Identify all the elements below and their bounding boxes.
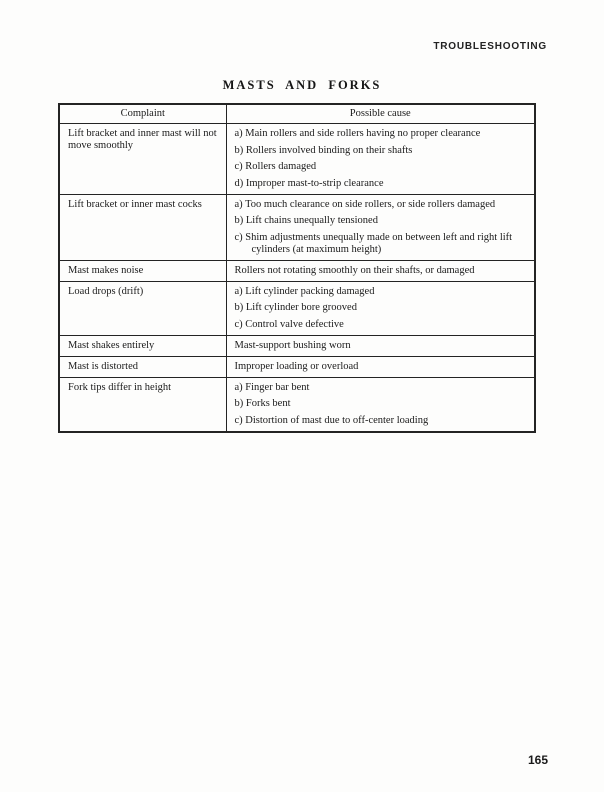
page-number: 165 — [527, 753, 548, 767]
troubleshooting-table — [58, 103, 536, 433]
cause-item: c) Distortion of mast due to off-center loading — [234, 414, 429, 426]
complaint-cell: Lift bracket or inner mast cocks — [59, 194, 226, 260]
table-row — [59, 194, 535, 260]
table-header-row — [59, 104, 535, 124]
complaint-cell: Mast is distorted — [59, 356, 226, 377]
causes-cell — [226, 335, 535, 356]
cause-item: a) Lift cylinder packing damaged — [234, 285, 375, 297]
table-row — [59, 124, 535, 195]
causes-cell — [226, 356, 535, 377]
cause-item: b) Lift cylinder bore grooved — [234, 302, 357, 313]
cause-item: a) Main rollers and side rollers having no proper clearance — [234, 128, 481, 139]
cause-item: a) Finger bar bent — [234, 381, 310, 393]
cause-item: Mast-support bushing worn — [234, 339, 351, 351]
cause-item: Rollers not rotating smoothly on their shafts, or damaged — [234, 264, 475, 276]
causes-cell — [226, 194, 535, 260]
cause-item: c) Rollers damaged — [234, 161, 317, 172]
complaint-cell: Load drops (drift) — [59, 281, 226, 335]
running-header: TROUBLESHOOTING — [433, 41, 547, 52]
causes-cell — [226, 377, 535, 432]
complaint-cell: Lift bracket and inner mast will not move smoothly — [59, 124, 226, 195]
complaint-cell: Fork tips differ in height — [59, 377, 226, 432]
cause-item: c) Control valve defective — [234, 318, 344, 330]
table-row — [59, 377, 535, 432]
column-header-possible-cause: Possible cause — [226, 104, 535, 124]
cause-item: Improper loading or overload — [234, 360, 359, 372]
causes-cell — [226, 124, 535, 195]
cause-item: b) Lift chains unequally tensioned — [234, 215, 378, 226]
table-row — [59, 335, 535, 356]
table-row — [59, 281, 535, 335]
cause-item: d) Improper mast-to-strip clearance — [234, 177, 384, 189]
causes-cell — [226, 281, 535, 335]
table-row — [59, 356, 535, 377]
cause-item: b) Rollers involved binding on their shafts — [234, 144, 413, 156]
complaint-cell: Mast shakes entirely — [59, 335, 226, 356]
causes-cell — [226, 260, 535, 281]
complaint-cell: Mast makes noise — [59, 260, 226, 281]
cause-item: a) Too much clearance on side rollers, or side rollers damaged — [234, 198, 496, 210]
page-title: MASTS AND FORKS — [222, 78, 382, 92]
cause-item: b) Forks bent — [234, 398, 291, 409]
cause-item: c) Shim adjustments unequally made on between left and right lift cylinders (at maximum height) — [234, 231, 513, 255]
column-header-complaint: Complaint — [59, 104, 226, 124]
table-row — [59, 260, 535, 281]
